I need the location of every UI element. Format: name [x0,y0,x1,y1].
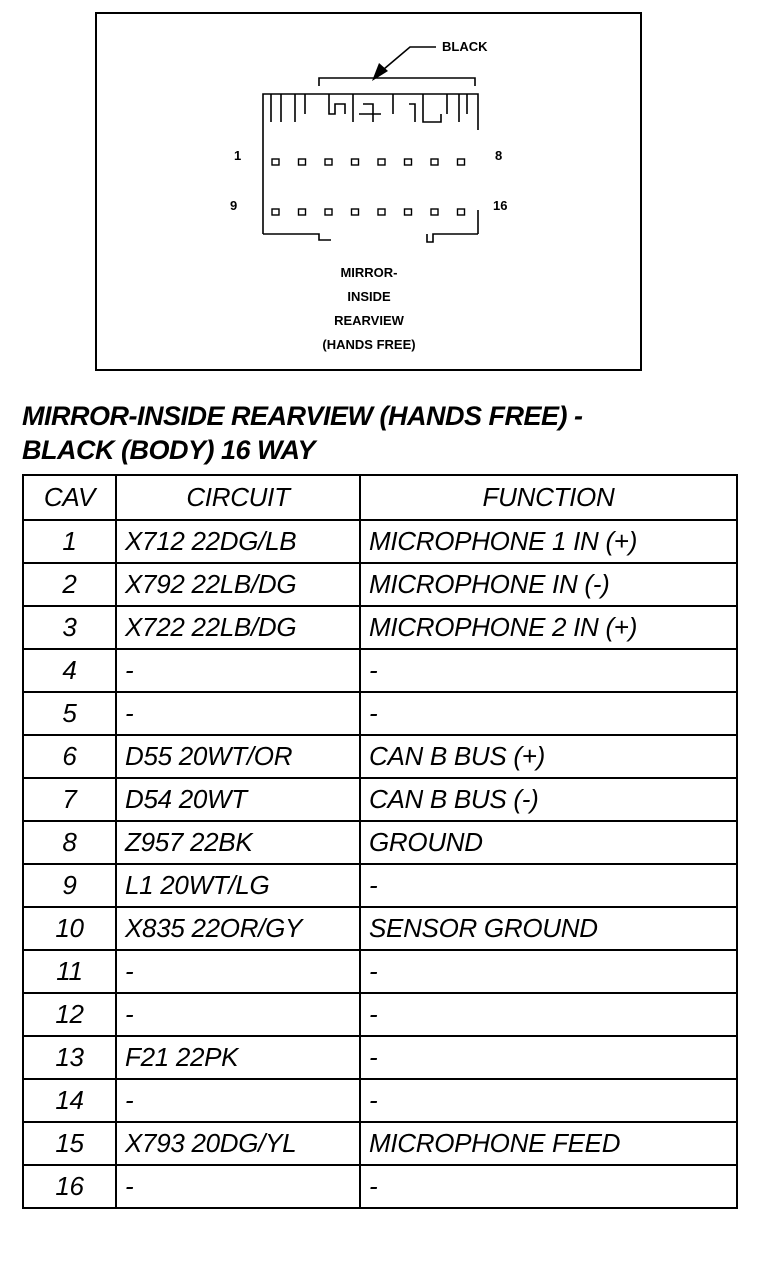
cavity [352,159,359,165]
function-cell: - [360,864,737,907]
pinout-table [22,474,738,1209]
function-cell: MICROPHONE 2 IN (+) [360,606,737,649]
cav-cell: 16 [23,1165,116,1208]
pin-label-16: 16 [493,198,508,213]
circuit-cell: - [116,993,360,1036]
cav-cell: 5 [23,692,116,735]
cav-cell: 1 [23,520,116,563]
cav-cell: 12 [23,993,116,1036]
circuit-cell: - [116,950,360,993]
cav-cell: 6 [23,735,116,778]
table-row [23,606,737,649]
function-cell: SENSOR GROUND [360,907,737,950]
circuit-cell: Z957 22BK [116,821,360,864]
header-row [23,475,737,520]
cavity [458,209,465,215]
function-cell: - [360,950,737,993]
header-cav: CAV [23,475,116,520]
title-line-1: MIRROR-INSIDE REARVIEW (HANDS FREE) - [22,401,583,431]
circuit-cell: X712 22DG/LB [116,520,360,563]
connector-title [22,399,752,467]
function-cell: MICROPHONE 1 IN (+) [360,520,737,563]
lock-bar [319,78,475,86]
circuit-cell: D55 20WT/OR [116,735,360,778]
header-circuit: CIRCUIT [116,475,360,520]
table-row [23,1036,737,1079]
circuit-cell: - [116,1165,360,1208]
cavity [405,209,412,215]
title-line-2: BLACK (BODY) 16 WAY [22,435,316,465]
function-cell: MICROPHONE FEED [360,1122,737,1165]
cavity [458,159,465,165]
cav-cell: 11 [23,950,116,993]
function-cell: MICROPHONE IN (-) [360,563,737,606]
table-row [23,735,737,778]
cavity [325,209,332,215]
table-row [23,864,737,907]
function-cell: - [360,1036,737,1079]
function-cell: - [360,649,737,692]
table-row [23,821,737,864]
leader-line [384,47,436,69]
cav-cell: 13 [23,1036,116,1079]
function-cell: CAN B BUS (+) [360,735,737,778]
table-row [23,1122,737,1165]
circuit-cell: X835 22OR/GY [116,907,360,950]
cav-cell: 2 [23,563,116,606]
table-row [23,1165,737,1208]
cavity [272,159,279,165]
cavity [431,159,438,165]
cavity [272,209,279,215]
circuit-cell: - [116,1079,360,1122]
circuit-cell: F21 22PK [116,1036,360,1079]
header-function: FUNCTION [360,475,737,520]
cav-cell: 10 [23,907,116,950]
function-cell: GROUND [360,821,737,864]
table-row [23,1079,737,1122]
caption-line-3: REARVIEW [334,313,404,328]
pin-label-1: 1 [234,148,242,163]
table-row [23,692,737,735]
table-row [23,563,737,606]
pin-label-8: 8 [495,148,503,163]
table-row [23,907,737,950]
pin-label-9: 9 [230,198,238,213]
cavity [431,209,438,215]
color-label: BLACK [442,39,488,54]
table-row [23,520,737,563]
circuit-cell: D54 20WT [116,778,360,821]
cav-cell: 14 [23,1079,116,1122]
cavity [405,159,412,165]
cavity [325,159,332,165]
cavity-grid [272,159,465,215]
table-row [23,993,737,1036]
circuit-cell: - [116,692,360,735]
function-cell: - [360,692,737,735]
cav-cell: 9 [23,864,116,907]
cavity [299,159,306,165]
circuit-cell: L1 20WT/LG [116,864,360,907]
cav-cell: 15 [23,1122,116,1165]
caption-line-4: (HANDS FREE) [322,337,416,352]
cav-cell: 8 [23,821,116,864]
cavity [378,159,385,165]
table-row [23,950,737,993]
caption-line-1: MIRROR- [340,265,398,280]
circuit-cell: X792 22LB/DG [116,563,360,606]
table-row [23,778,737,821]
function-cell: - [360,993,737,1036]
function-cell: CAN B BUS (-) [360,778,737,821]
cavity [352,209,359,215]
circuit-cell: X793 20DG/YL [116,1122,360,1165]
cavity [299,209,306,215]
table-row [23,649,737,692]
cavity [378,209,385,215]
circuit-cell: X722 22LB/DG [116,606,360,649]
cav-cell: 7 [23,778,116,821]
function-cell: - [360,1165,737,1208]
cav-cell: 4 [23,649,116,692]
connector-diagram [95,12,642,371]
caption-line-2: INSIDE [347,289,391,304]
cav-cell: 3 [23,606,116,649]
function-cell: - [360,1079,737,1122]
circuit-cell: - [116,649,360,692]
connector-face-drawing [97,14,640,369]
